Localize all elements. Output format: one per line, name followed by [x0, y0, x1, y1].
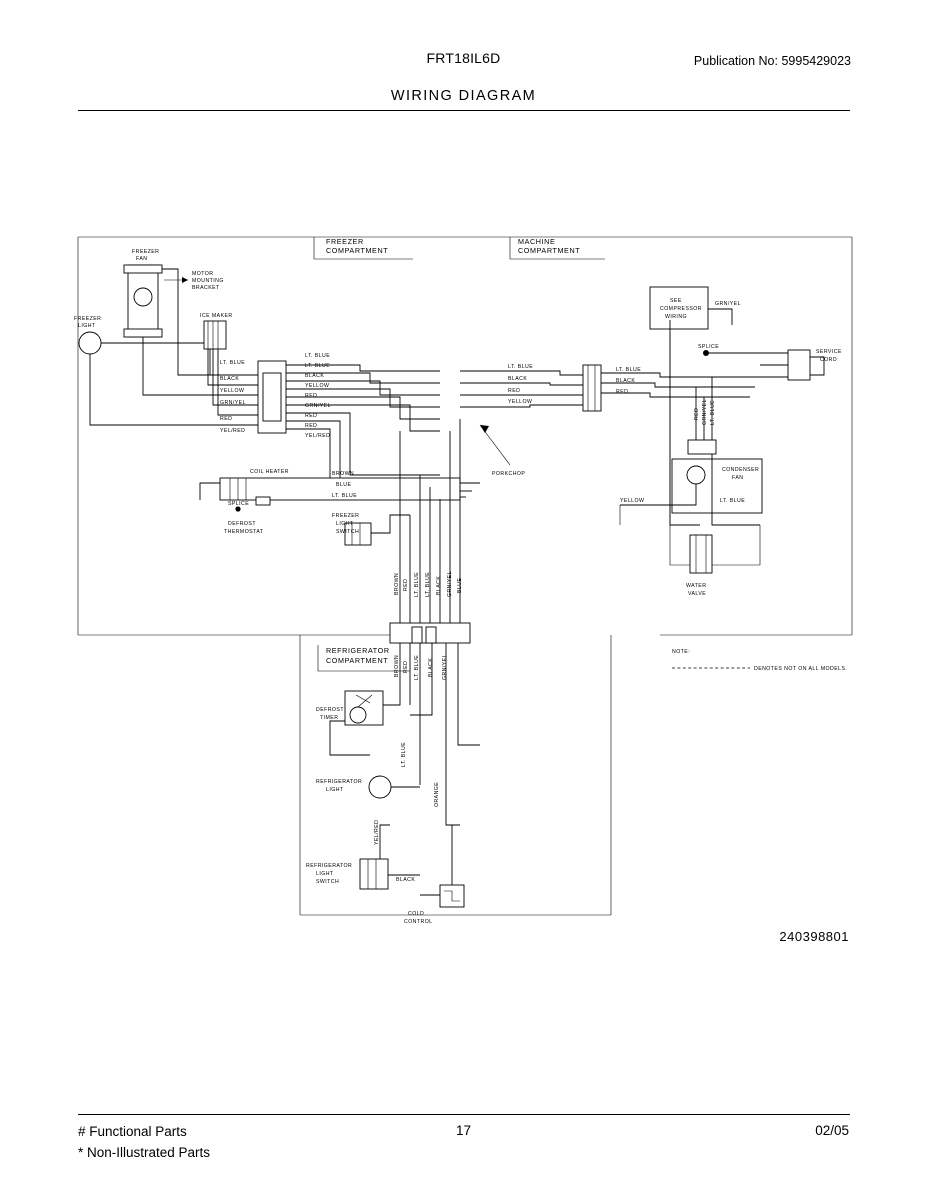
wire-label-blue: BLUE: [336, 482, 352, 488]
model-number: FRT18IL6D: [426, 50, 501, 66]
motor-mounting-label-2: MOUNTING: [192, 278, 224, 284]
porkchop-label: PORKCHOP: [492, 471, 526, 477]
wire-label-bus-ltblue2: LT. BLUE: [425, 571, 431, 597]
see-compressor-label-1: SEE: [670, 298, 682, 304]
non-illustrated-parts-note: * Non-Illustrated Parts: [78, 1145, 211, 1160]
wire-label-ref-grnyel: GRN/YEL: [442, 654, 448, 680]
freezer-fan-label-2: FAN: [136, 256, 148, 262]
document-number: 240398801: [779, 929, 849, 944]
see-compressor-label-3: WIRING: [665, 314, 688, 320]
refrigerator-compartment-label-1: REFRIGERATOR: [326, 646, 390, 655]
wire-label-machine-ltblue: LT. BLUE: [616, 367, 642, 373]
wire-label-ltblue-l: LT. BLUE: [220, 360, 246, 366]
wire-label-bus-red: RED: [403, 578, 409, 591]
refrigerator-light-switch-label-1: REFRIGERATOR: [306, 863, 353, 869]
defrost-timer-label-1: DEFROST: [316, 707, 344, 713]
publication-number: [694, 54, 851, 68]
condenser-fan-label-1: CONDENSER: [722, 467, 760, 473]
freezer-light-switch-label-1: FREEZER: [332, 513, 360, 519]
wire-label-machine-black: BLACK: [616, 378, 636, 384]
wire-label-ref-black: BLACK: [428, 657, 434, 677]
freezer-light-switch-label-2: LIGHT: [336, 521, 354, 527]
wire-label-grnyel-l: GRN/YEL: [220, 400, 246, 406]
water-valve-label-2: VALVE: [688, 591, 707, 597]
wire-label-red-r1: RED: [305, 393, 318, 399]
wire-label-black-l: BLACK: [220, 376, 240, 382]
wire-label-bus-black: BLACK: [436, 575, 442, 595]
defrost-timer-label-2: TIMER: [320, 715, 339, 721]
freezer-light-switch-label-3: SWITCH: [336, 529, 360, 535]
publication-label: Publication No:: [693, 54, 778, 68]
wire-label-red-l: RED: [220, 416, 233, 422]
wiring-diagram: [60, 225, 870, 945]
wire-label-grnyel-r: GRN/YEL: [305, 403, 331, 409]
wire-label-yellow-l: YELLOW: [220, 388, 245, 394]
note-text: DENOTES NOT ON ALL MODELS.: [754, 666, 848, 672]
page-number: 17: [455, 1123, 472, 1138]
freezer-compartment-label-2: COMPARTMENT: [326, 246, 389, 255]
refrigerator-light-switch-label-3: SWITCH: [316, 879, 340, 885]
freezer-fan-label-1: FREEZER: [132, 249, 160, 255]
wire-label-vert-ltblue: LT. BLUE: [710, 399, 716, 425]
wire-label-red-r3: RED: [305, 423, 318, 429]
wire-label-bus-grnyel: GRN/YEL: [447, 571, 453, 597]
water-valve-label-1: WATER: [686, 583, 707, 589]
page-title: WIRING DIAGRAM: [390, 88, 537, 104]
see-compressor-label-2: COMPRESSOR: [660, 306, 702, 312]
publication-value: 5995429023: [781, 54, 851, 68]
wire-label-bus-blue: BLUE: [457, 577, 463, 593]
wire-label-ltblue-bottom: LT. BLUE: [720, 498, 746, 504]
refrigerator-light-label-1: REFRIGERATOR: [316, 779, 363, 785]
functional-parts-note: # Functional Parts: [78, 1124, 187, 1139]
machine-compartment-label-1: MACHINE: [518, 237, 556, 246]
wire-label-bus-brown: BROWN: [394, 572, 400, 595]
wire-label-harness-black: BLACK: [508, 376, 528, 382]
splice-machine-label: SPLICE: [698, 344, 720, 350]
motor-mounting-label-3: BRACKET: [192, 285, 220, 291]
ice-maker-label: ICE MAKER: [200, 313, 233, 319]
wire-label-yellow-r: YELLOW: [305, 383, 330, 389]
wire-label-harness-red: RED: [508, 388, 521, 394]
cold-control-label-1: COLD: [408, 911, 425, 917]
freezer-light-label-1: FREEZER: [74, 316, 102, 322]
coil-heater-label: COIL HEATER: [250, 469, 289, 475]
defrost-thermostat-label-1: DEFROST: [228, 521, 256, 527]
motor-mounting-label-1: MOTOR: [192, 271, 214, 277]
wire-label-red-r2: RED: [305, 413, 318, 419]
wire-label-vert-grnyel: GRN/YEL: [702, 399, 708, 425]
wire-label-black-r: BLACK: [305, 373, 325, 379]
machine-compartment-label-2: COMPARTMENT: [518, 246, 581, 255]
note-label: NOTE:: [672, 649, 691, 655]
wire-label-ref-red: RED: [403, 660, 409, 673]
wire-label-yellow-bottom: YELLOW: [620, 498, 645, 504]
wire-label-vert-red: RED: [694, 407, 700, 420]
refrigerator-compartment-label-2: COMPARTMENT: [326, 656, 389, 665]
wire-label-harness-yellow: YELLOW: [508, 399, 533, 405]
wire-label-coil-ltblue: LT. BLUE: [332, 493, 358, 499]
cold-control-label-2: CONTROL: [404, 919, 433, 925]
freezer-compartment-label-1: FREEZER: [326, 237, 364, 246]
wire-label-bus-ltblue1: LT. BLUE: [414, 571, 420, 597]
splice-label: SPLICE: [228, 501, 250, 507]
wire-label-ref-brown: BROWN: [394, 654, 400, 677]
wire-label-brown: BROWN: [332, 471, 355, 477]
defrost-thermostat-label-2: THERMOSTAT: [224, 529, 264, 535]
condenser-fan-label-2: FAN: [732, 475, 744, 481]
wire-label-machine-red: RED: [616, 389, 629, 395]
revision-date: 02/05: [815, 1123, 849, 1138]
wire-label-reflight-ltblue: LT. BLUE: [401, 741, 407, 767]
wire-label-ltblue-r1: LT. BLUE: [305, 353, 331, 359]
wire-label-orange: ORANGE: [434, 781, 440, 807]
wire-label-ltblue-r2: LT. BLUE: [305, 363, 331, 369]
wire-label-yelred-l: YEL/RED: [220, 428, 246, 434]
wire-label-black-bottom: BLACK: [396, 877, 416, 883]
header-divider: [78, 110, 850, 111]
wire-label-yelred-r: YEL/RED: [305, 433, 331, 439]
wire-label-ref-ltblue: LT. BLUE: [414, 654, 420, 680]
wire-label-yelred: YEL/RED: [374, 819, 380, 845]
freezer-light-label-2: LIGHT: [78, 323, 96, 329]
footer-divider: [78, 1114, 850, 1115]
wire-label-harness-ltblue: LT. BLUE: [508, 364, 534, 370]
refrigerator-light-label-2: LIGHT: [326, 787, 344, 793]
wire-label-grnyel-top: GRN/YEL: [715, 301, 741, 307]
refrigerator-light-switch-label-2: LIGHT: [316, 871, 334, 877]
service-cord-label-1: SERVICE: [816, 349, 842, 355]
service-cord-label-2: CORD: [820, 357, 838, 363]
